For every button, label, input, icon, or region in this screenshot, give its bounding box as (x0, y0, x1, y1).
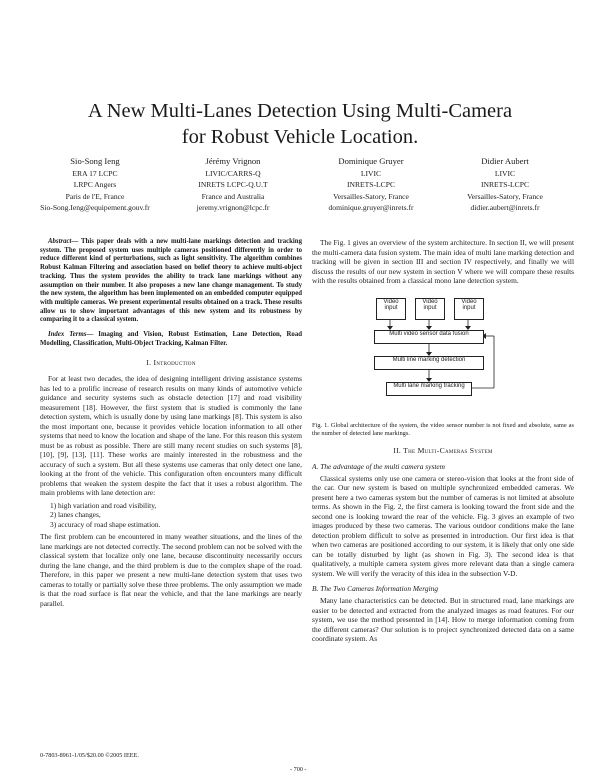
index-terms-label: Index Terms (48, 331, 87, 339)
right-column (312, 238, 574, 644)
author-affiliation: LRPC Angers (73, 180, 117, 189)
copyright-notice: 0-7803-8961-1/05/$20.00 ©2005 IEEE. (40, 752, 139, 759)
subsection-heading: B. The Two Cameras Information Merging (312, 584, 439, 593)
fusion-box: Multi video sensor data fusion (374, 330, 484, 344)
video-input-box-2: Video input (415, 298, 445, 320)
index-terms (40, 331, 302, 348)
section-heading: II. The Multi-Cameras System (393, 445, 493, 455)
author-email[interactable]: Sio-Song.Ieng@equipement.gouv.fr (40, 203, 150, 212)
author-2 (158, 156, 308, 214)
paragraph: Many lane characteristics can be detected. But in structured road, lane markings are easier to be detected and extracted from the analyzed images as road features. For our system, we use the method presented in [14]. How to merge information coming from the different cameras? Our solution is to project synchronized detected data on a same coordinate system. As (312, 596, 574, 643)
author-affiliation: INRETS LCPC-Q.U.T (198, 180, 268, 189)
paper-title (40, 98, 560, 150)
abstract-text: — This paper deals with a new multi-lane markings detection and tracking system. The proposed system uses multiple cameras positioned differently in order to reduce different kind of perturbations, such as light sensitivity. The algorithm combines Robust Kalman Filtering and association based on belief theory to achieve multi-object tracking. Thus the system provides the ability to track lane markings without any assumption on their number. It also proposes a new lane change management. To study the new system, the algorithm has been implemented on an embedded computer equipped with multiple cameras. We present experimental results obtained on a track. These results allow us to show important advantages of this new system and its robustness by comparing it to a classical system. (40, 238, 302, 324)
figure-caption: Fig. 1. Global architecture of the system, the video sensor number is not fixed and absolute, same as the number of detected lane markings. (312, 421, 574, 437)
author-affiliation: LIVIC (360, 168, 382, 178)
title-line-1: A New Multi-Lanes Detection Using Multi-Camera (87, 100, 513, 122)
author-address: Versailles-Satory, France (467, 191, 543, 201)
abstract (40, 238, 302, 325)
list-item: 3) accuracy of road shape estimation. (50, 519, 161, 529)
author-affiliation: INRETS-LCPC (480, 180, 530, 189)
author-email[interactable]: jeremy.vrignon@lcpc.fr (196, 203, 270, 212)
title-line-2: for Robust Vehicle Location. (181, 126, 419, 148)
detection-box: Multi line marking detection (374, 356, 484, 370)
author-name: Jérémy Vrignon (205, 156, 261, 166)
author-3 (296, 156, 446, 214)
author-address: Versailles-Satory, France (333, 191, 409, 201)
paragraph: For at least two decades, the idea of designing intelligent driving assistance systems has led to a prolific increase of research results on many kinds of automotive vehicle guidance and security systems such as obstacle detection [17] and road visibility measurement [18]. However, the first system that is studied is commonly the lane detection system, which is usually done by using lane markings [8]. This system is also the most important one, because it provides vehicle location information to all other systems that need to know the location and shape of the lane. For this reason this system must be as robust as possible. There are still many recent studies on such systems [8], [10], [9], [13], [11]. These works are mainly interested in the robustness and the accuracy of such a system. But all these systems use cameras that only detect one lane, looking at the front of the vehicle. This configuration often encounters many difficult problems that weaken the system despite the fact that it uses a robust algorithm. The main problems with lane detection are: (40, 374, 302, 498)
author-affiliation: INRETS-LCPC (346, 180, 396, 189)
paragraph: The first problem can be encountered in many weather situations, and the lines of the lane markings are not detected correctly. The second problem can not be solved with the classical system that localize only one lane, because discontinuity necessarily occurs during the lane change, and the third problem is due to the complex shape of the road. Therefore, in this paper we present a new multi-lane detection system that uses two cameras to totally or partially solve these three problems. The only assumption we made is that the road surface is flat near the vehicle, and that the lane markings are nearly parallel. (40, 532, 302, 608)
list-item: 2) lanes changes, (50, 510, 101, 520)
author-address: Paris de l'E, France (65, 191, 125, 201)
video-input-box-1: Video input (376, 298, 406, 320)
author-email[interactable]: didier.aubert@inrets.fr (470, 203, 540, 212)
author-address: France and Australia (201, 191, 265, 201)
paragraph: Classical systems only use one camera or stereo-vision that looks at the front side of the car. Our new system is based on multiple synchronized embedded cameras. We present here a two cameras system but the number of cameras is not limited at absolute terms. As shown in the Fig. 2, the first camera is looking toward the front side and the second one is looking toward the rear of the vehicle. Fig. 3 gives an example of two images produced by these two cameras. The various outdoor conditions make the lane detection problem difficult to solve as presented in introduction. Our first idea is that when two cameras are positioned according to our system, it is likely that only one side can be totally disturbed by light (as shown in Fig. 3). The second idea is that qualitatively, a multiple camera system gives more relevant data than a single camera system. We will verify the veracity of this idea in the subsection V-D. (312, 473, 574, 578)
page-number: - 700 - (290, 766, 307, 773)
left-column (40, 238, 302, 608)
author-name: Sio-Song Ieng (70, 156, 120, 166)
index-terms-text: — Imaging and Vision, Robust Estimation, Lane Detection, Road Modelling, Classification, Multi-Object Tracking, Kalman Filter. (40, 331, 303, 347)
problem-list (50, 501, 302, 530)
architecture-figure (312, 292, 574, 416)
tracking-box: Multi lane marking tracking (386, 382, 472, 396)
author-1 (20, 156, 170, 214)
author-block (20, 156, 580, 236)
author-name: Didier Aubert (481, 156, 529, 166)
list-item: 1) high variation and road visibility, (50, 500, 157, 510)
subsection-heading: A. The advantage of the multi camera system (312, 461, 446, 471)
abstract-label: Abstract (48, 238, 72, 245)
video-input-box-3: Video input (454, 298, 484, 320)
author-affiliation: LIVIC (494, 168, 516, 178)
paragraph: The Fig. 1 gives an overview of the system architecture. In section II, we will present the multi-camera data fusion system. The main idea of multi lane marking detection and tracking will be given in section III and section IV respectively, and finally we will discuss the results of our new system in section V where we will compare these results with the results obtained from a classical mono lane detection system. (312, 238, 574, 285)
author-email[interactable]: dominique.gruyer@inrets.fr (328, 203, 414, 212)
author-name: Dominique Gruyer (338, 156, 404, 166)
author-affiliation: LIVIC/CARRS-Q (205, 168, 261, 178)
author-affiliation: ERA 17 LCPC (72, 168, 118, 178)
author-4 (430, 156, 580, 214)
section-heading: I. Introduction (146, 358, 196, 368)
